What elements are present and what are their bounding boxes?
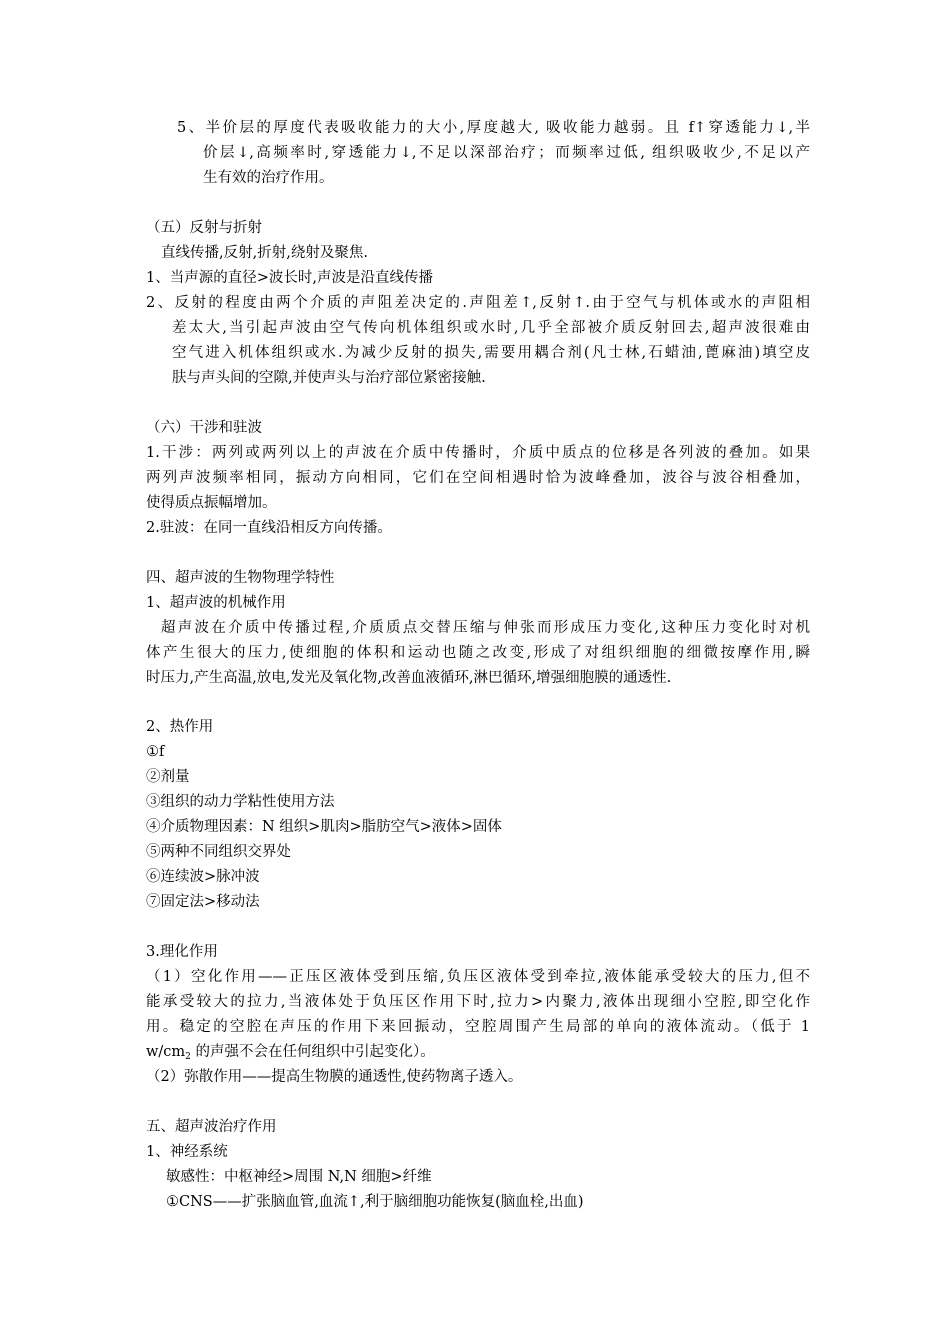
cavitation-line-4 <box>146 1042 435 1067</box>
reflection-point-2-line-1: 2、反射的程度由两个介质的声阻差决定的.声阻差↑,反射↑.由于空气与机体或水的声阻相 <box>146 295 810 311</box>
thermal-heading: 2、热作用 <box>146 719 214 735</box>
reflection-point-2-line-3: 空气进入机体组织或水.为减少反射的损失,需要用耦合剂(凡士林,石蜡油,蓖麻油)填空皮 <box>172 345 810 361</box>
thermal-item-5: ⑤两种不同组织交界处 <box>146 844 291 860</box>
mechanical-line-1: 超声波在介质中传播过程,介质质点交替压缩与伸张而形成压力变化,这种压力变化时对机 <box>161 620 810 636</box>
cavitation-line-1: （1）空化作用——正压区液体受到压缩,负压区液体受到牵拉,液体能承受较大的压力,但不 <box>146 969 810 985</box>
part4-heading: 四、超声波的生物物理学特性 <box>146 570 335 586</box>
sensitivity-line: 敏感性：中枢神经>周围 N,N 细胞>纤维 <box>166 1169 432 1185</box>
section-heading-reflection: （五）反射与折射 <box>146 220 262 236</box>
diffusion-line: （2）弥散作用——提高生物膜的通透性,使药物离子透入。 <box>146 1069 523 1085</box>
cns-line: ①CNS——扩张脑血管,血流↑,利于脑细胞功能恢复(脑血栓,出血) <box>166 1194 584 1210</box>
mechanical-line-2: 体产生很大的压力,使细胞的体积和运动也随之改变,形成了对组织细胞的细微按摩作用,瞬 <box>146 645 810 661</box>
thermal-item-7: ⑦固定法>移动法 <box>146 894 260 910</box>
cavitation-line-2: 能承受较大的拉力,当液体处于负压区作用下时,拉力>内聚力,液体出现细小空腔,即空化作 <box>146 994 810 1010</box>
intensity-unit-exponent: 2 <box>185 1052 191 1062</box>
mechanical-heading: 1、超声波的机械作用 <box>146 595 286 611</box>
cavitation-line-3: 用。稳定的空腔在声压的作用下来回振动，空腔周围产生局部的单向的液体流动。（低于 1 <box>146 1019 810 1035</box>
section-heading-interference: （六）干涉和驻波 <box>146 420 262 436</box>
mechanical-line-3: 时压力,产生高温,放电,发光及氧化物,改善血液循环,淋巴循环,增强细胞膜的通透性. <box>146 670 672 686</box>
part5-heading: 五、超声波治疗作用 <box>146 1119 277 1135</box>
physicochemical-heading: 3.理化作用 <box>146 944 218 960</box>
thermal-item-1: ①f <box>146 744 165 760</box>
reflection-point-1: 1、当声源的直径>波长时,声波是沿直线传播 <box>146 270 433 286</box>
nervous-system-heading: 1、神经系统 <box>146 1144 228 1160</box>
reflection-intro: 直线传播,反射,折射,绕射及聚焦. <box>161 245 368 261</box>
intensity-unit: w/cm <box>146 1044 186 1060</box>
reflection-point-2-line-2: 差太大,当引起声波由空气传向机体组织或水时,几乎全部被介质反射回去,超声波很难由 <box>172 320 810 336</box>
thermal-item-2: ②剂量 <box>146 769 190 785</box>
item5-line-1: 5、半价层的厚度代表吸收能力的大小,厚度越大, 吸收能力越弱。且 f↑穿透能力↓,半 <box>177 120 810 136</box>
interference-line-1: 1.干涉：两列或两列以上的声波在介质中传播时，介质中质点的位移是各列波的叠加。如果 <box>146 445 810 461</box>
thermal-item-4: ④介质物理因素：N 组织>肌肉>脂肪空气>液体>固体 <box>146 819 502 835</box>
thermal-item-6: ⑥连续波>脉冲波 <box>146 869 260 885</box>
item5-line-3: 生有效的治疗作用。 <box>203 170 334 186</box>
reflection-point-2-line-4: 肤与声头间的空隙,并使声头与治疗部位紧密接触. <box>172 370 486 386</box>
item5-line-2: 价层↓,高频率时,穿透能力↓,不足以深部治疗；而频率过低, 组织吸收少,不足以产 <box>203 145 810 161</box>
standing-wave-line: 2.驻波：在同一直线沿相反方向传播。 <box>146 520 392 536</box>
interference-line-3: 使得质点振幅增加。 <box>146 495 277 511</box>
thermal-item-3: ③组织的动力学粘性使用方法 <box>146 794 335 810</box>
interference-line-2: 两列声波频率相同，振动方向相同，它们在空间相遇时恰为波峰叠加，波谷与波谷相叠加， <box>146 470 810 486</box>
cavitation-line-4-text: 的声强不会在任何组织中引起变化）。 <box>190 1044 435 1060</box>
